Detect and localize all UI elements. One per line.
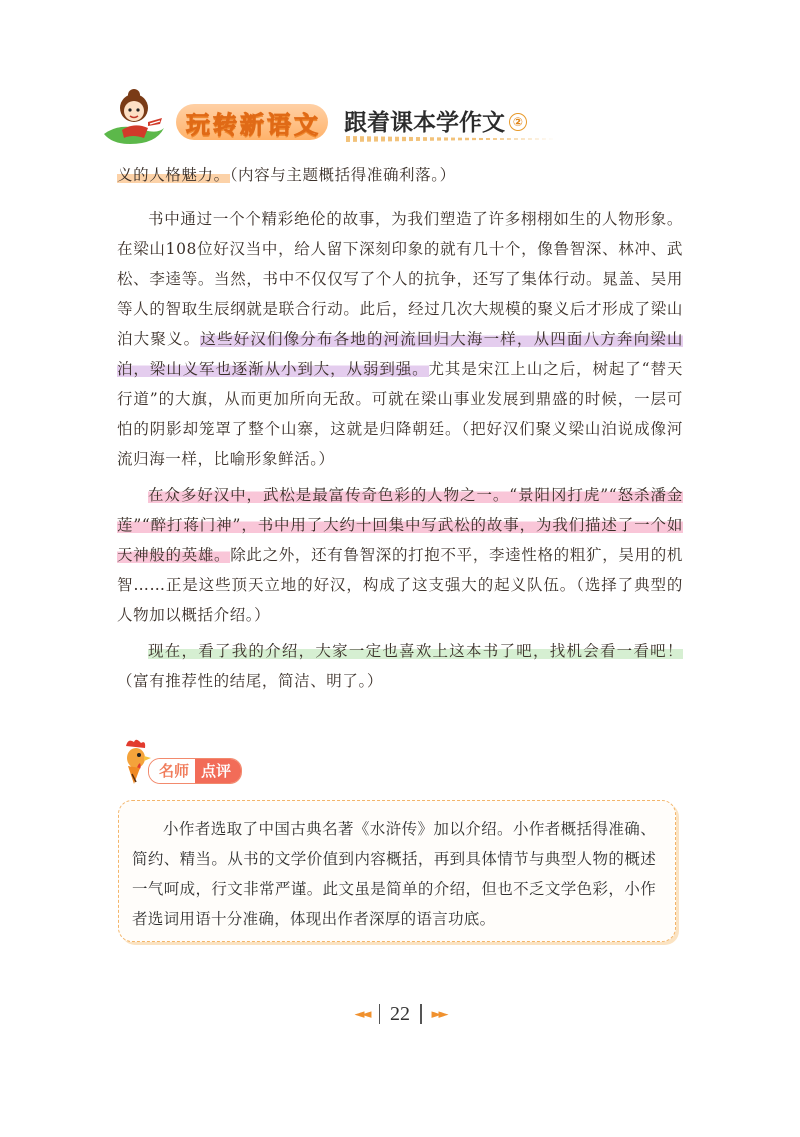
paragraph-3 <box>117 480 683 630</box>
column-title <box>176 104 328 140</box>
essay-body <box>117 160 683 696</box>
badge-label-a: 名师 <box>149 759 195 783</box>
title-char: 新 <box>240 110 264 139</box>
page-footer <box>330 1000 470 1028</box>
subtitle-number: ② <box>509 113 527 131</box>
paragraph-text: 书中通过一个个精彩绝伦的故事，为我们塑造了许多栩栩如生的人物形象。在梁山108位好汉当中，给人留下深刻印象的就有几十个，像鲁智深、林冲、武松、李逵等。当然，书中不仅仅写了个人的抗争，还写了集体行动。晁盖、吴用等人的智取生辰纲就是联合行动。此后，经过几次大规模的聚义后才形成了梁山泊大聚义。 <box>117 210 683 348</box>
page-number: 22 <box>390 1002 410 1025</box>
paragraph-text: 除此之外，还有鲁智深的打抱不平，李逵性格的粗犷，吴用的机智……正是这些顶天立地的好汉，构成了这支强大的起义队伍。（选择了典型的人物加以概括介绍。） <box>117 546 683 624</box>
paragraph-2 <box>117 204 683 474</box>
teacher-review-badge <box>148 758 242 784</box>
title-char: 玩 <box>186 110 210 139</box>
highlight-text: 这些好汉们像分布各地的河流回归大海一样，从四面八方奔向梁山泊，梁山义军也逐渐从小到大，从弱到强。 <box>117 330 683 378</box>
title-char: 转 <box>213 110 237 139</box>
next-arrow-icon: ►► <box>431 1006 446 1022</box>
divider <box>420 1004 422 1024</box>
badge-label-b: 点评 <box>195 759 241 783</box>
review-header <box>116 738 276 786</box>
paragraph-4 <box>117 636 683 696</box>
paragraph-text: 尤其是宋江上山之后，树起了“替天行道”的大旗，从而更加所向无敌。可就在梁山事业发展到鼎盛的时候，一层可怕的阴影却笼罩了整个山寨，这就是归降朝廷。（把好汉们聚义梁山泊说成像河流归海一样，比喻形象鲜活。） <box>117 360 683 468</box>
highlight-text: 在众多好汉中，武松是最富传奇色彩的人物之一。“景阳冈打虎”“怒杀潘金莲”“醉打蒋门神”，书中用了大约十回集中写武松的故事，为我们描述了一个如天神般的英雄。 <box>117 486 683 564</box>
paragraph-1 <box>117 160 683 190</box>
page-header <box>100 88 560 158</box>
section-subtitle <box>344 104 527 137</box>
annotation-text: （内容与主题概括得准确利落。） <box>229 166 456 184</box>
title-char: 语 <box>267 110 291 139</box>
prev-arrow-icon: ◄◄ <box>354 1006 369 1022</box>
highlight-text: 义的人格魅力。 <box>117 166 230 184</box>
subtitle-text: 跟着课本学作文 <box>344 110 505 136</box>
annotation-text: （富有推荐性的结尾，简洁、明了。） <box>117 672 383 690</box>
title-char: 文 <box>294 110 318 139</box>
divider <box>379 1004 381 1024</box>
review-text: 小作者选取了中国古典名著《水浒传》加以介绍。小作者概括得准确、简约、精当。从书的文学价值到内容概括，再到具体情节与典型人物的概述一气呵成，行文非常严谨。此文虽是简单的介绍，但也不乏文学色彩，小作者选词用语十分准确，体现出作者深厚的语言功底。 <box>132 820 656 928</box>
highlight-text: 现在，看了我的介绍，大家一定也喜欢上这本书了吧，找机会看一看吧！ <box>148 642 683 660</box>
girl-mascot-icon <box>100 88 170 148</box>
